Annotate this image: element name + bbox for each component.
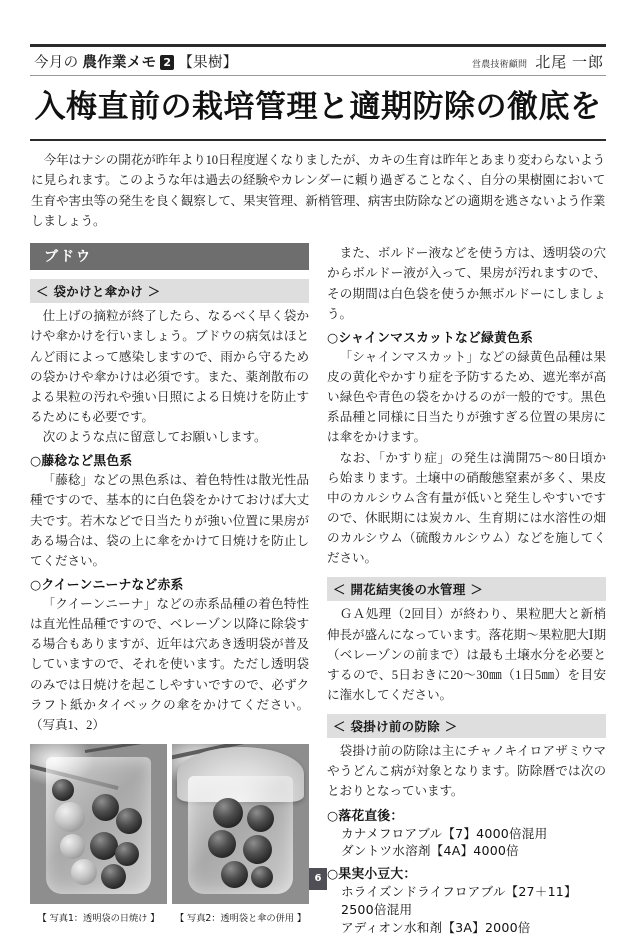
byline-role: 営農技術顧問 (472, 60, 528, 70)
subhead-pre-bagging-spray: ＜ 袋掛け前の防除 ＞ (327, 714, 606, 738)
byline-name: 北尾 一郎 (535, 55, 604, 71)
subhead-water-management: ＜ 開花結実後の水管理 ＞ (327, 577, 606, 601)
grape-berry (52, 779, 74, 801)
para-pre-bagging-spray: 袋掛け前の防除は主にチャノキイロアザミウマやうどんこ病が対象となります。防除暦では次のとおりとなっています。 (327, 744, 606, 799)
circle-marker-icon: ○ (30, 454, 42, 470)
para-bagging-2: 次のような点に留意してお願いします。 (42, 430, 267, 445)
section-band-grape: ブドウ (30, 243, 309, 270)
bullet-black-varieties (30, 450, 309, 469)
kicker-prefix: 今月の (34, 55, 79, 71)
right-column (327, 243, 606, 937)
bullet-green-varieties (327, 327, 606, 346)
para-bordeaux: また、ボルドー液などを使う方は、透明袋の穴からボルドー液が入って、果房が汚れますので、その期間は白色袋を使うか無ボルドーにしましょう。 (327, 246, 606, 321)
title-underline-rule (30, 139, 606, 141)
photo-caption-2: 【 写真2：透明袋と傘の併用 】 (174, 912, 307, 924)
bullet-after-petal-fall (327, 805, 606, 824)
para-black-varieties: 「藤稔」などの黒色系は、着色特性は散光性品種ですので、基本的に白色袋をかけておけば大丈夫です。若木などで日当たりが強い位置に果房がある場合は、袋の上に傘をかけて日焼けを防止してください。 (30, 473, 309, 568)
subhead-bagging: ＜ 袋かけと傘かけ ＞ (30, 279, 309, 303)
kicker-strong: 農作業メモ (82, 55, 157, 71)
bullet-green-label: シャインマスカットなど緑黄色系 (338, 330, 533, 346)
spray-group-1-item-2: アディオン水和剤【3A】2000倍 (341, 920, 531, 936)
photo-caption-1: 【 写真1：透明袋の日焼け 】 (37, 912, 160, 924)
grape-berry (247, 805, 274, 832)
page-title: 入梅直前の栽培管理と適期防除の徹底を (34, 89, 602, 125)
grape-berry (208, 830, 236, 858)
intro-paragraph: 今年はナシの開花が昨年より10日程度遅くなりましたが、カキの生育は昨年とあまり変わらないように見られます。このような年は過去の経験やカレンダーに頼り過ぎることなく、自分の果樹園において生育や害虫等の発生を良く観察して、果実管理、新梢管理、病害虫防除などの適期を逃さないよう作業しましょう。 (31, 152, 605, 228)
grape-berry (55, 802, 85, 832)
circle-marker-icon: ○ (327, 808, 339, 824)
para-red-varieties: 「クイーンニーナ」などの赤系品種の着色特性は直光性品種ですので、ベレーゾン以降に除袋する場合もありますが、近年は穴あき透明袋が普及していますので、それを使います。ただし透明袋のみでは日焼けを起こしやすいですので、必ずクラフト紙かタイベックの傘をかけてください。（写真1、2） (30, 596, 309, 732)
page-number: 6 (309, 868, 327, 890)
para-green-varieties-1: 「シャインマスカット」などの緑黄色品種は果皮の黄化やかすり症を予防するため、遮光率が高い緑色や青色の袋をかけるのが一般的です。黒色系品種と同様に日当たりが強すぎる位置の果房には傘をかけます。 (327, 349, 606, 445)
page-footer (0, 868, 636, 890)
para-green-varieties-2: なお、「かすり症」の発生は満開75～80日頃から始まります。土壌中の硝酸態窒素が多く、果皮中のカルシウム含有量が低いと発生しやすいですので、休眠期には炭カル、生育期には水溶性の畑のカルシウム（硫酸カルシウム）などを施してください。 (327, 450, 606, 566)
kicker-number-badge: 2 (160, 55, 174, 70)
two-column-body (30, 243, 606, 937)
photo-caption-row (30, 910, 309, 924)
spray-group-0-item-0: カナメフロアブル【7】4000倍混用 (341, 825, 548, 841)
spray-group-1-item-0: ホライズンドライフロアブル【27＋11】 (341, 884, 577, 900)
left-column (30, 243, 309, 937)
circle-marker-icon: ○ (327, 330, 339, 346)
kicker-row (30, 47, 606, 75)
bullet-black-label: 藤稔など黒色系 (41, 454, 133, 470)
spray-group-1-item-1: 2500倍混用 (341, 902, 413, 918)
circle-marker-icon: ○ (30, 577, 42, 593)
spray-group-0-item-1: ダントツ水溶剤【4A】4000倍 (341, 843, 519, 859)
grape-berry (60, 834, 85, 859)
grape-berry (115, 842, 139, 866)
kicker (34, 51, 238, 72)
masthead-bottom-rule (30, 75, 606, 76)
byline (472, 51, 604, 72)
bullet-red-varieties (30, 574, 309, 593)
circle-marker-icon: ○ (327, 867, 339, 883)
spray-group-0-label: 落花直後： (338, 808, 404, 824)
kicker-category: 【果樹】 (178, 55, 238, 71)
para-water-management: ＧＡ処理（2回目）が終わり、果粒肥大と新梢伸長が盛んになっています。落花期～果粒肥大Ⅰ期（ベレーゾンの前まで）は最も土壌水分を必要とするので、5日おきに20～30㎜（1日5㎜）を目安に潅水してください。 (327, 607, 606, 702)
spray-group-1-label: 果実小豆大： (338, 867, 417, 883)
para-bagging-1: 仕上げの摘粒が終了したら、なるべく早く袋かけや傘かけを行いましょう。ブドウの病気はほとんど雨によって感染しますので、雨から守るための袋かけや傘かけは必須です。また、薬剤散布のよる果粒の汚れや強い日照による日焼けを防止するためにも必要です。 (30, 309, 309, 424)
grape-berry (92, 794, 119, 821)
bullet-red-label: クイーンニーナなど赤系 (41, 577, 184, 593)
